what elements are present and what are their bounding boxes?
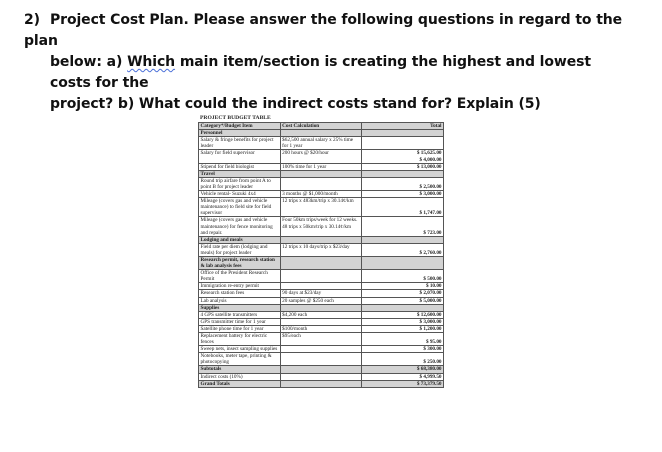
budget-table-row [199,198,444,217]
cost-calculation-cell: 100% time for 1 year [280,163,362,170]
cost-calculation-cell [280,177,362,190]
cost-calculation-cell: Four 50km trips/week for 12 weeks. 48 trips x 50km/trip x 30.14¢/km [280,217,362,236]
cost-calculation-cell [280,373,362,380]
budget-table-row [199,150,444,163]
total-cell: $ 723.00 [362,217,444,236]
budget-table-row [199,366,444,373]
budget-section-row [199,256,444,269]
budget-item-cell: Office of the President Research Permit [199,270,281,283]
budget-table-row [199,380,444,387]
total-cell [362,130,444,137]
budget-item-cell: Supplies [199,304,281,311]
total-cell [362,304,444,311]
budget-item-cell: Vehicle rental- Suzuki 4x4 [199,191,281,198]
budget-table-row [199,333,444,346]
total-cell: $ 15,625.00 $ 4,000.00 [362,150,444,163]
budget-item-cell: Sweep nets, insect sampling supplies [199,346,281,353]
budget-item-cell: Indirect costs (10%) [199,373,281,380]
budget-table-row [199,191,444,198]
question-number: 2) [24,12,40,28]
total-cell: $ 95.00 [362,333,444,346]
cost-calculation-cell: 90 days at $23/day [280,290,362,297]
total-cell: $ 73,379.50 [362,380,444,387]
budget-table-row [199,353,444,366]
total-cell: $ 1,747.00 [362,198,444,217]
cost-calculation-cell: 20 samples @ $250 each [280,297,362,304]
budget-table-image [198,115,444,445]
budget-table-row [199,311,444,318]
budget-item-cell: Field rate per diem (lodging and meals) for project leader [199,243,281,256]
cost-calculation-cell: 200 hours @ $20/hour [280,150,362,163]
budget-item-cell: Travel [199,170,281,177]
budget-table-row [199,163,444,170]
budget-item-cell: Mileage (covers gas and vehicle maintenance) to field site for field supervisor [199,198,281,217]
total-cell: $ 3,000.00 [362,318,444,325]
question-text [24,10,634,115]
cost-calculation-cell: $95/each [280,333,362,346]
budget-item-cell: Subtotals [199,366,281,373]
budget-table-title: PROJECT BUDGET TABLE [200,115,271,121]
budget-table-row [199,270,444,283]
budget-table [198,115,444,388]
budget-item-cell: 4 GPS satellite transmitters [199,311,281,318]
budget-table-row [199,297,444,304]
cost-calculation-cell: $62,500 annual salary x 25% time for 1 year [280,137,362,150]
cost-calculation-cell [280,304,362,311]
header-category: Category*/Budget Item [199,123,281,130]
total-cell [362,137,444,150]
total-cell: $ 500.00 [362,270,444,283]
total-cell: $ 68,380.00 [362,366,444,373]
cost-calculation-cell [280,283,362,290]
budget-table-row [199,373,444,380]
total-cell: $ 5,000.00 [362,297,444,304]
cost-calculation-cell: 12 trips x 483km/trip x 30.14¢/km [280,198,362,217]
question-line-3: project? b) What could the indirect costs stand for? Explain (5) [50,96,541,112]
total-cell: $ 1,200.00 [362,325,444,332]
spellcheck-underlined-word: Which [127,54,176,70]
budget-table-row [199,346,444,353]
question-line-2: below: a) Which main item/section is creating the highest and lowest costs for the [50,54,591,91]
cost-calculation-cell [280,256,362,269]
cost-calculation-cell [280,170,362,177]
total-cell: $ 300.00 [362,346,444,353]
total-cell: $ 2,760.00 [362,243,444,256]
budget-section-row [199,170,444,177]
total-cell [362,236,444,243]
budget-table-row [199,243,444,256]
budget-item-cell: Satellite phone time for 1 year [199,325,281,332]
budget-item-cell: Replacement battery for electric fences [199,333,281,346]
cost-calculation-cell [280,366,362,373]
budget-table-row [199,217,444,236]
total-cell [362,256,444,269]
total-cell: $ 250.00 [362,353,444,366]
budget-item-cell: Immigration re-entry permit [199,283,281,290]
budget-item-cell: Salary for field supervisor [199,150,281,163]
total-cell: $ 2,500.00 [362,177,444,190]
budget-item-cell: Round trip airfare from point A to point B for project leader [199,177,281,190]
budget-table-row [199,290,444,297]
budget-item-cell: Notebooks, meter tape, printing & photocopying [199,353,281,366]
total-cell: $ 3,000.00 [362,191,444,198]
header-cost-calculation: Cost Calculation [280,123,362,130]
total-cell: $ 2,070.00 [362,290,444,297]
budget-item-cell: Mileage (covers gas and vehicle maintenance) for fence monitoring and repair. [199,217,281,236]
header-total: Total [362,123,444,130]
budget-table-row [199,318,444,325]
cost-calculation-cell: $4,200 each [280,311,362,318]
budget-item-cell: GPS transmitter time for 1 year [199,318,281,325]
total-cell: $ 10.00 [362,283,444,290]
cost-calculation-cell [280,130,362,137]
total-cell: $ 13,000.00 [362,163,444,170]
budget-section-row [199,304,444,311]
total-cell [362,170,444,177]
budget-item-cell: Lab analysis [199,297,281,304]
budget-item-cell: Lodging and meals [199,236,281,243]
budget-item-cell: Personnel [199,130,281,137]
cost-calculation-cell [280,236,362,243]
cost-calculation-cell [280,380,362,387]
budget-section-row [199,236,444,243]
budget-table-row [199,325,444,332]
cost-calculation-cell [280,353,362,366]
budget-item-cell: Stipend for field biologist [199,163,281,170]
budget-table-row [199,283,444,290]
cost-calculation-cell [280,318,362,325]
budget-item-cell: Research station fees [199,290,281,297]
budget-item-cell: Grand Totals [199,380,281,387]
total-cell: $ 4,999.50 [362,373,444,380]
cost-calculation-cell [280,346,362,353]
question-line-1: 2) Project Cost Plan. Please answer the following questions in regard to the plan [24,12,623,49]
budget-table-row [199,137,444,150]
cost-calculation-cell [280,270,362,283]
total-cell: $ 12,600.00 [362,311,444,318]
budget-table-header-row [199,123,444,130]
budget-section-row [199,130,444,137]
cost-calculation-cell: 3 months @ $1,000/month [280,191,362,198]
cost-calculation-cell: $100/month [280,325,362,332]
budget-item-cell: Salary & fringe benefits for project leader [199,137,281,150]
budget-table-caption-row [199,115,444,123]
budget-item-cell: Research permit, research station & lab analysis fees [199,256,281,269]
cost-calculation-cell: 12 trips x 10 days/trip x $23/day [280,243,362,256]
budget-table-row [199,177,444,190]
